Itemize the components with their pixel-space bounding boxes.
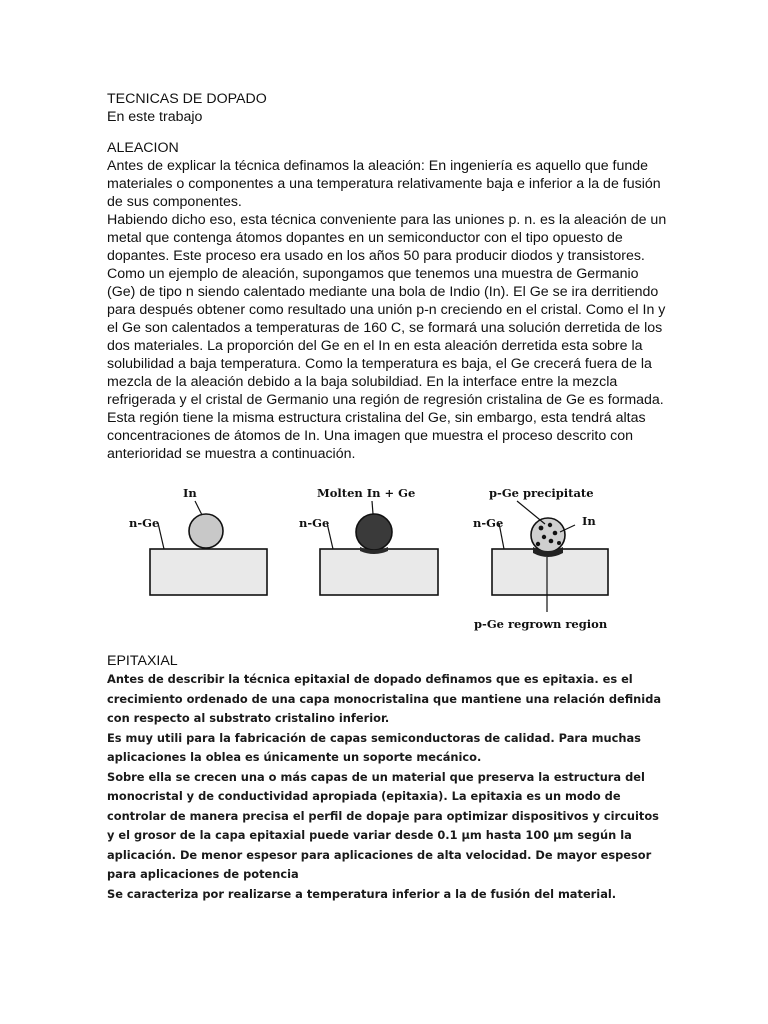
indium-ball: [189, 514, 223, 548]
panel-3: [473, 486, 608, 631]
indium-ball: [531, 518, 565, 552]
document-page: [107, 90, 667, 904]
ball-label: Molten In + Ge: [317, 486, 416, 500]
substrate-block: [320, 549, 438, 595]
intro-line: En este trabajo: [107, 109, 203, 125]
document-title: TECNICAS DE DOPADO: [107, 91, 267, 107]
pointer-line: [195, 501, 202, 515]
ball-label: In: [582, 514, 596, 528]
substrate-label: n-Ge: [129, 516, 160, 530]
molten-ball: [356, 514, 392, 550]
substrate-label: n-Ge: [299, 516, 330, 530]
paragraph-epitaxy-definition: Antes de describir la técnica epitaxial de dopado definamos que es epitaxia. es el crecimiento ordenado de una capa monocristalina que mantiene una relación definida con respecto al substrato cristalino inferior.: [107, 672, 662, 725]
substrate-block: [150, 549, 267, 595]
panel-1: [129, 486, 267, 595]
alloy-diagram: [107, 477, 667, 647]
substrate-label: n-Ge: [473, 516, 504, 530]
pointer-line: [372, 501, 373, 514]
paragraph-alloy-definition: Antes de explicar la técnica definamos la aleación: En ingeniería es aquello que funde materiales o componentes a una temperatura relativamente baja e inferior a la de fusión de sus componentes.: [107, 158, 661, 210]
paragraph-epitaxy-temperature: Se caracteriza por realizarse a temperatura inferior a la de fusión del material.: [107, 886, 617, 901]
regrown-region-label: p-Ge regrown region: [474, 617, 608, 631]
section-heading-aleacion: ALEACION: [107, 140, 179, 156]
paragraph-epitaxy-layers: Sobre ella se crecen una o más capas de un material que preserva la estructura del monocristal y de conductividad apropiada (epitaxia). La epitaxia es un modo de controlar de manera precisa el perfil de dopaje para optimizar dispositivos y circuitos y el grosor de la capa epitaxial puede variar desde 0.1 µm hasta 100 µm según la aplicación. De menor espesor para aplicaciones de alta velocidad. De mayor espesor para aplicaciones de potencia: [107, 769, 659, 881]
paragraph-alloy-process: Habiendo dicho eso, esta técnica conveniente para las uniones p. n. es la aleación de un metal que contenga átomos dopantes en un semiconductor con el tipo opuesto de dopantes. Este proceso era usado en los años 50 para producir diodos y transistores. Como un ejemplo de aleación, supongamos que tenemos una muestra de Germanio (Ge) de tipo n siendo calentado mediante una bola de Indio (In). El Ge se ira derritiendo para después obtener como resultado una unión p-n creciendo en el cristal. Como el In y el Ge son calentados a temperaturas de 160 C, se formará una solución derretida de los dos materiales. La proporción del Ge en el In en esta aleación derretida esta sobre la solubilidad a baja temperatura. Como la temperatura es baja, el Ge crecerá fuera de la mezcla de la aleación debido a la baja solubildiad. En la interface entre la mezcla refrigerada y el cristal de Germanio una región de regresión cristalina de Ge es formada. Esta región tiene la misma estructura cristalina del Ge, sin embargo, esta tendrá altas concentraciones de átomos de In. Una imagen que muestra el proceso descrito con anterioridad se muestra a continuación.: [107, 212, 667, 462]
ball-label: In: [183, 486, 197, 500]
alloy-process-figure: [107, 477, 667, 647]
panel-2: [299, 486, 438, 595]
section-heading-epitaxial: EPITAXIAL: [107, 653, 178, 669]
precipitate-label: p-Ge precipitate: [489, 486, 594, 500]
paragraph-epitaxy-use: Es muy utili para la fabricación de capas semiconductoras de calidad. Para muchas aplicaciones la oblea es únicamente un soporte mecánico.: [107, 730, 641, 764]
pointer-line: [517, 501, 545, 524]
